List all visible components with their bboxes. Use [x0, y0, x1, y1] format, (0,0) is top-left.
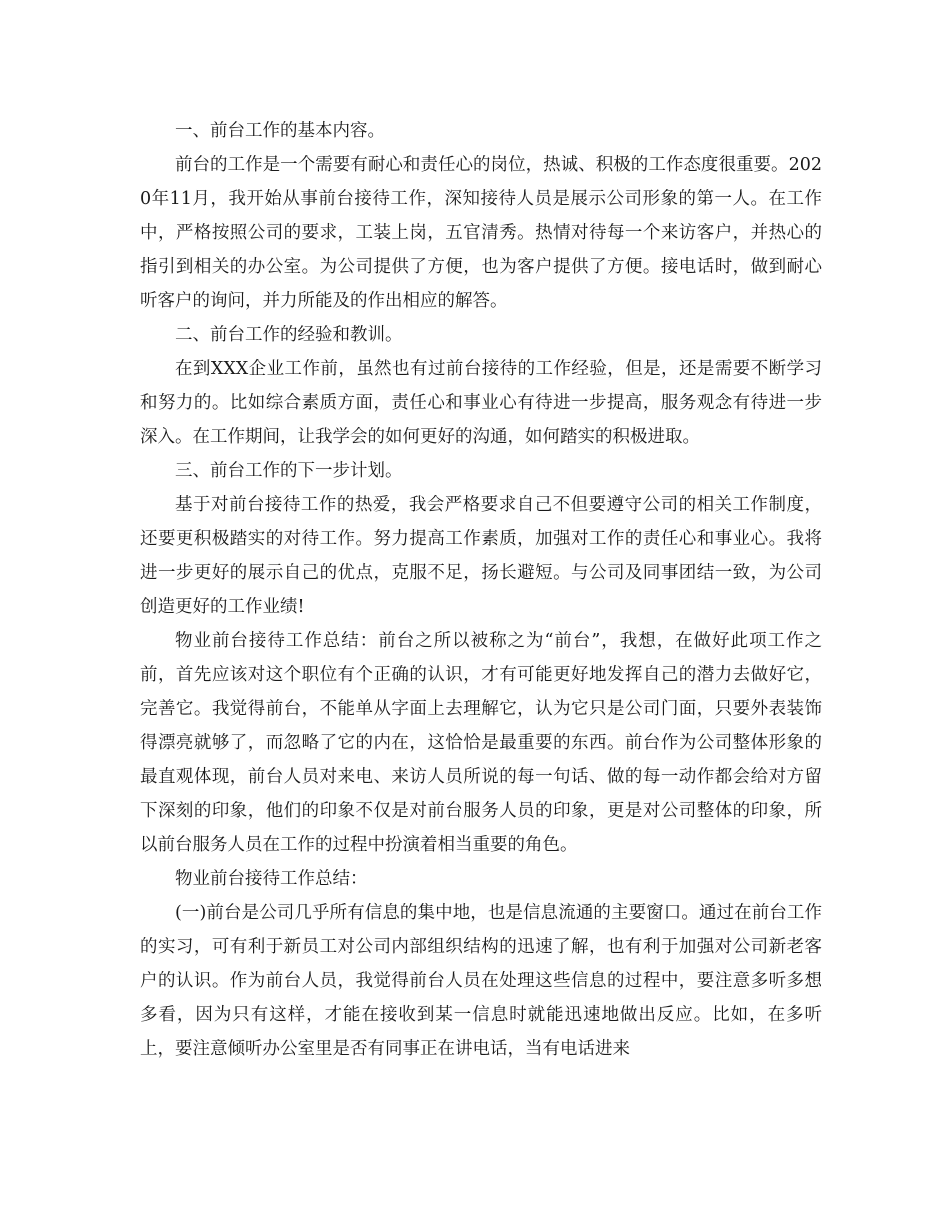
paragraph-property-summary: 物业前台接待工作总结：前台之所以被称之为“前台”，我想，在做好此项工作之前，首先应该对这个职位有个正确的认识，才有可能更好地发挥自己的潜力去做好它，完善它。我觉得前台，不能单从字面上去理解它，认为它只是公司门面，只要外表装饰得漂亮就够了，而忽略了它的内在，这恰恰是最重要的东西。前台作为公司整体形象的最直观体现，前台人员对来电、来访人员所说的每一句话、做的每一动作都会给对方留下深刻的印象，他们的印象不仅是对前台服务人员的印象，更是对公司整体的印象，所以前台服务人员在工作的过程中扮演着相当重要的角色。: [140, 631, 822, 855]
section-heading-basic-content: 一、前台工作的基本内容。: [175, 121, 385, 141]
paragraph-info-center: (一)前台是公司几乎所有信息的集中地，也是信息流通的主要窗口。通过在前台工作的实习，可有利于新员工对公司内部组织结构的迅速了解，也有利于加强对公司新老客户的认识。作为前台人员，我觉得前台人员在处理这些信息的过程中，要注意多听多想多看，因为只有这样，才能在接收到某一信息时就能迅速地做出反应。比如，在多听上，要注意倾听办公室里是否有同事正在讲电话，当有电话进来: [140, 903, 822, 1059]
document-body: [140, 114, 822, 1066]
section-heading-experience: 二、前台工作的经验和教训。: [175, 325, 403, 345]
paragraph-experience: 在到XXX企业工作前，虽然也有过前台接待的工作经验，但是，还是需要不断学习和努力的。比如综合素质方面，责任心和事业心有待进一步提高，服务观念有待进一步深入。在工作期间，让我学会的如何更好的沟通，如何踏实的积极进取。: [140, 359, 822, 447]
paragraph-next-plan: 基于对前台接待工作的热爱，我会严格要求自己不但要遵守公司的相关工作制度，还要更积极踏实的对待工作。努力提高工作素质，加强对工作的责任心和事业心。我将进一步更好的展示自己的优点，克服不足，扬长避短。与公司及同事团结一致，为公司创造更好的工作业绩!: [140, 495, 822, 617]
section-heading-property-summary: 物业前台接待工作总结：: [175, 869, 368, 889]
section-heading-next-plan: 三、前台工作的下一步计划。: [175, 461, 403, 481]
paragraph-basic-content: 前台的工作是一个需要有耐心和责任心的岗位，热诚、积极的工作态度很重要。2020年11月，我开始从事前台接待工作，深知接待人员是展示公司形象的第一人。在工作中，严格按照公司的要求，工装上岗，五官清秀。热情对待每一个来访客户，并热心的指引到相关的办公室。为公司提供了方便，也为客户提供了方便。接电话时，做到耐心听客户的询问，并力所能及的作出相应的解答。: [140, 155, 822, 311]
